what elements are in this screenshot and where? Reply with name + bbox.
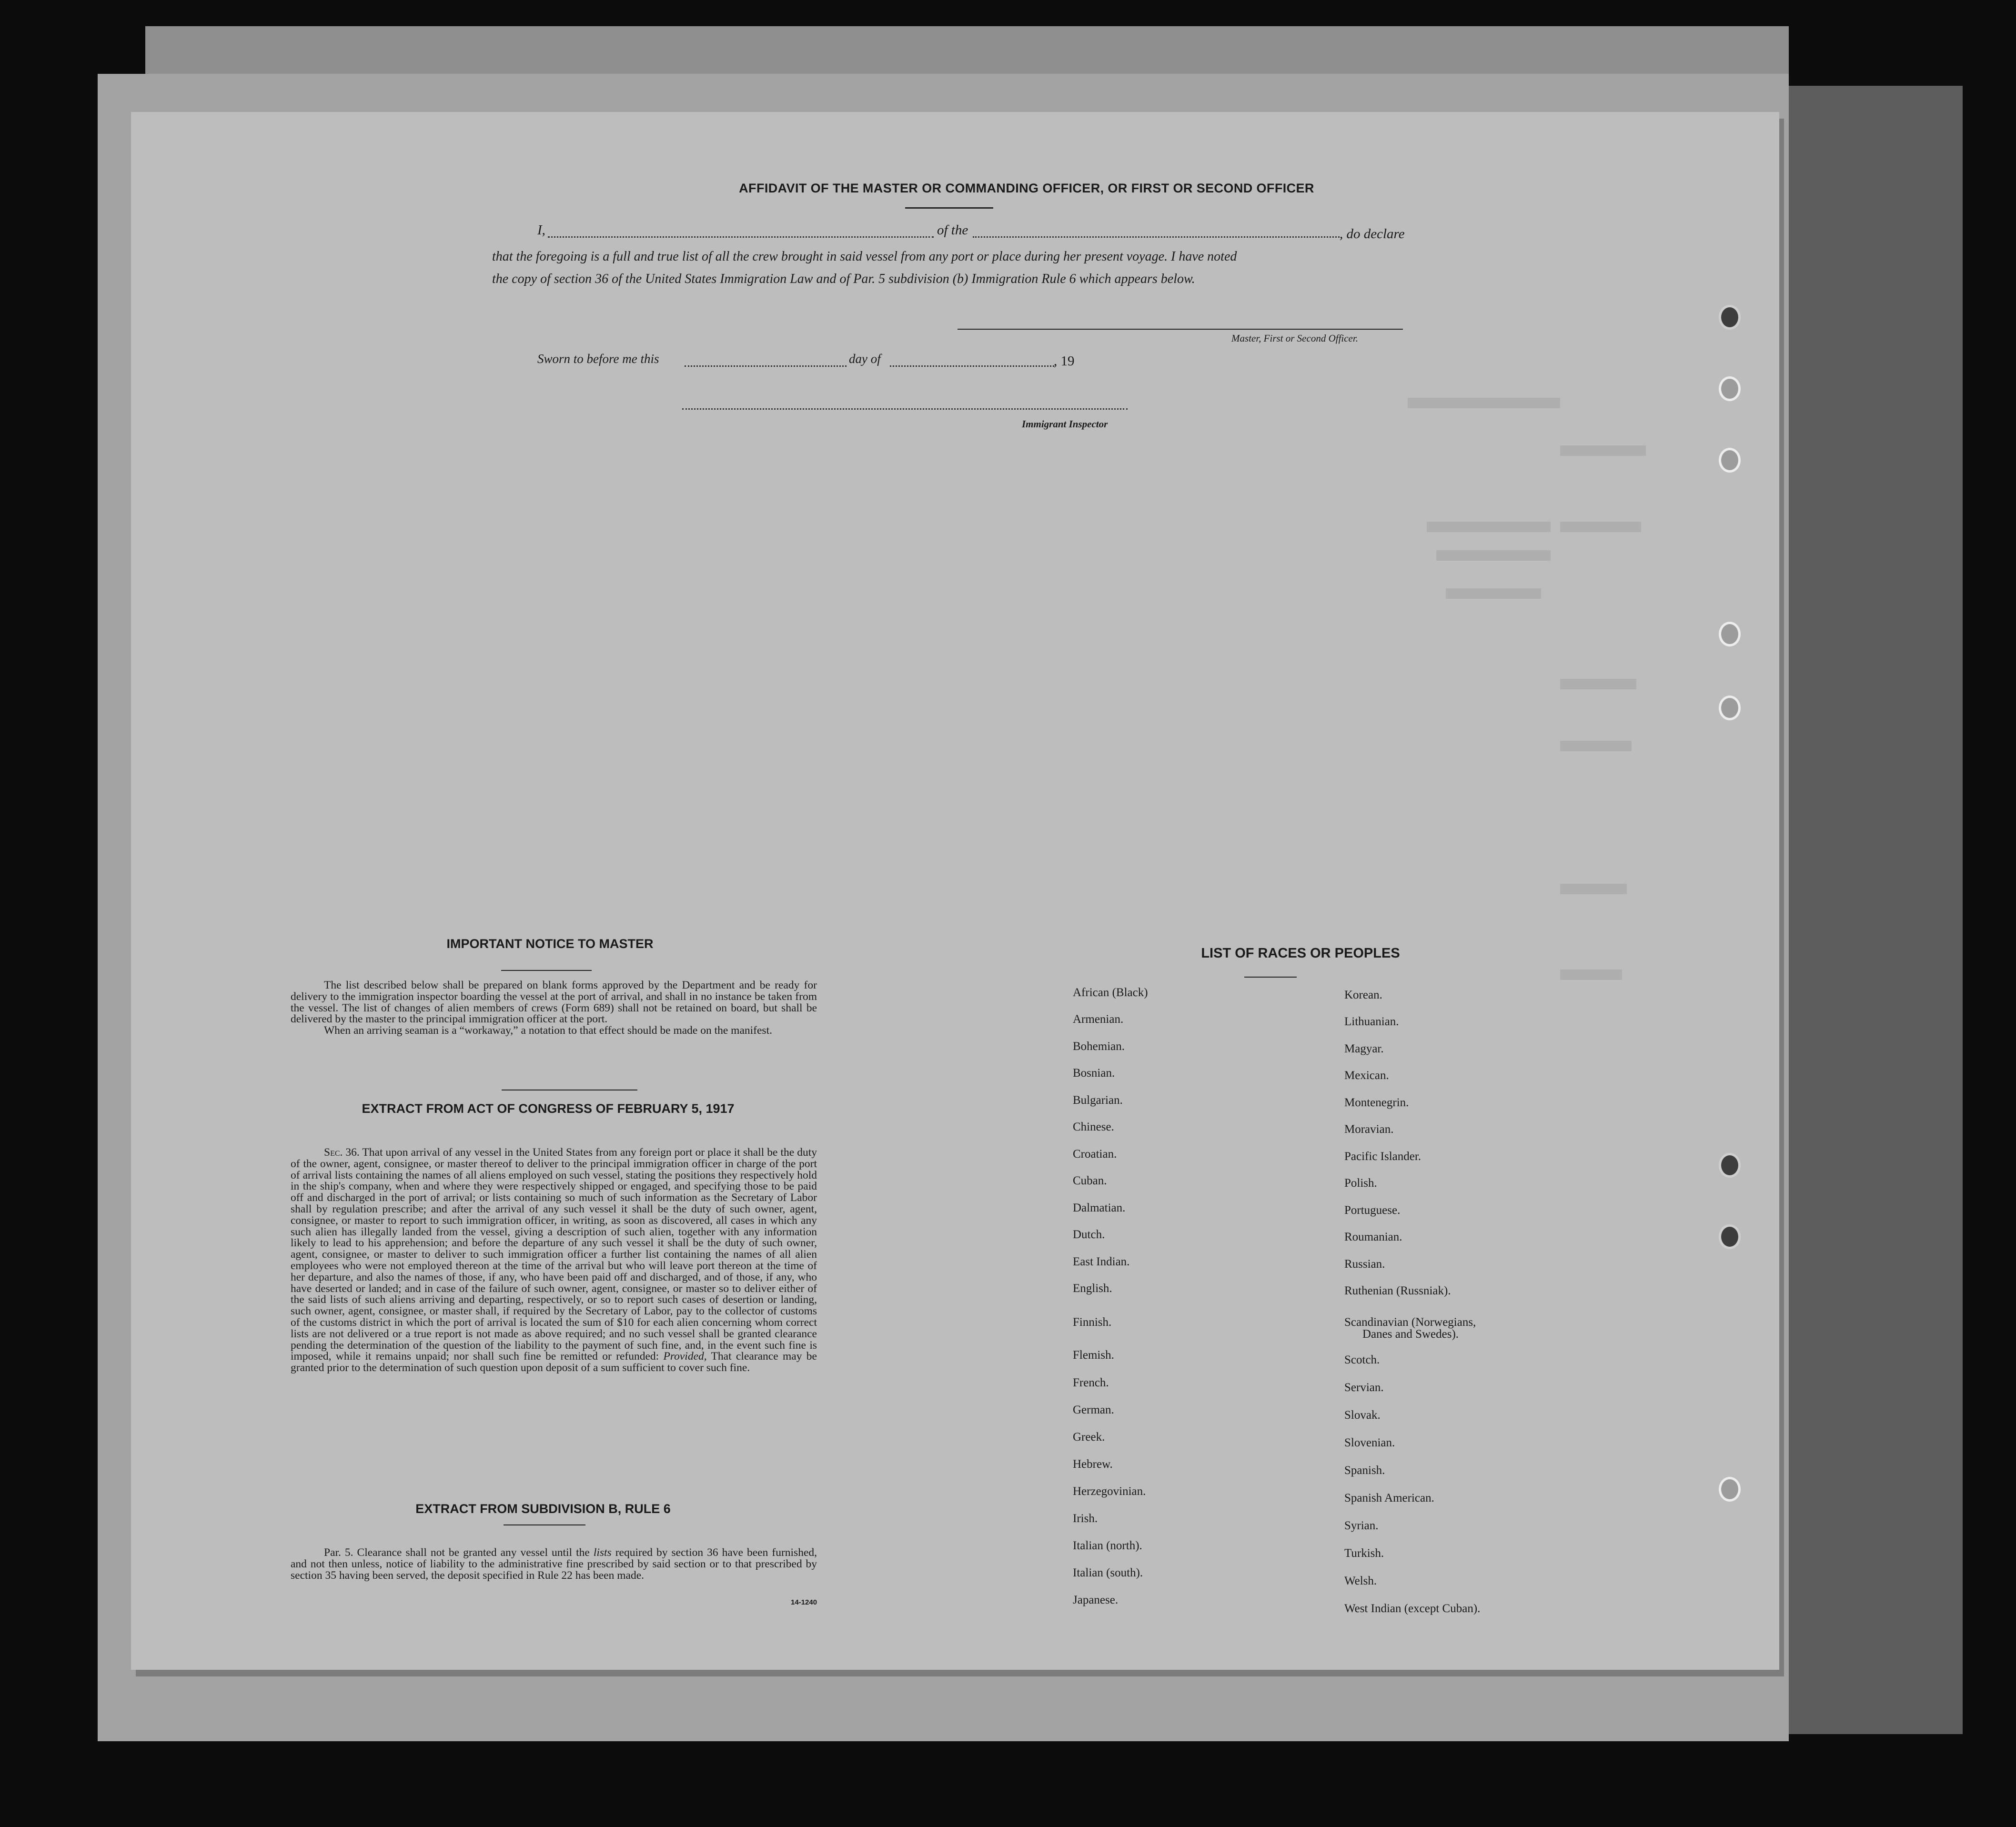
race-item: Dutch.	[1073, 1228, 1105, 1241]
race-item: Ruthenian (Russniak).	[1344, 1284, 1451, 1297]
day-blank[interactable]	[685, 365, 847, 367]
race-item: Finnish.	[1073, 1316, 1112, 1329]
race-item: Japanese.	[1073, 1594, 1119, 1606]
races-rule	[1244, 977, 1297, 978]
month-blank[interactable]	[890, 365, 1054, 367]
race-item: Bohemian.	[1073, 1040, 1125, 1053]
affidavit-of-the: of the	[937, 222, 968, 238]
race-item: Scandinavian (Norwegians,	[1344, 1316, 1476, 1329]
binder-hole	[1719, 448, 1741, 473]
race-item: Bosnian.	[1073, 1067, 1115, 1080]
rule6-text-end: required by section 36 have been furnished, and not then unless, notice of liability to the administrative fine prescribed by said section or to that prescribed by section 35 having been served, the deposit specified in Rule 22 has been made.	[291, 1546, 817, 1582]
section-label: Sec.	[324, 1146, 343, 1159]
vessel-blank[interactable]	[973, 236, 1340, 238]
race-item: Croatian.	[1073, 1148, 1117, 1161]
act-text-end: That clearance may be granted prior to the determination of such question upon deposit of a sum sufficient to cover such fine.	[291, 1350, 817, 1374]
affidavit-declare: , do declare	[1340, 226, 1405, 242]
rule6-title: EXTRACT FROM SUBDIVISION B, RULE 6	[415, 1502, 671, 1516]
race-item: Irish.	[1073, 1512, 1098, 1525]
day-of-text: day of	[849, 352, 881, 366]
binder-hole	[1719, 376, 1741, 401]
race-item: Magyar.	[1344, 1042, 1384, 1055]
race-item: Herzegovinian.	[1073, 1485, 1146, 1498]
race-item: Hebrew.	[1073, 1458, 1113, 1471]
lists-word: lists	[593, 1546, 612, 1559]
act-text: 36. That upon arrival of any vessel in the United States from any foreign port or place it shall be the duty of the owner, agent, consignee, or master thereof to deliver to the principal immigration officer in charge of the port of arrival lists containing the names of all aliens employed on such vessel, stating the positions they respectively hold in the ship's company, when and where they were respectively shipped or engaged, and specifying those to be paid off and discharged in the port of arrival; or lists containing so much of such information as the Secretary of Labor shall by regulation prescribe; and after the arrival of any such vessel it shall be the duty of such owner, agent, consignee, or master to report to such immigration officer, in writing, as soon as discovered, all cases in which any such alien has illegally landed from the vessel, giving a description of such alien, together with any information likely to lead to his apprehension; and before the departure of any such vessel it shall be the duty of such owner, agent, consignee, or master to deliver to such immigration officer a further list containing the names of all alien employees who were not employed thereon at the time of the arrival but who will leave port thereon at the time of her departure, and also the names of those, if any, who have been paid off and discharged, and of those, if any, who have deserted or landed; and in case of the failure of such owner, agent, consignee, or master so to deliver either of the said lists of such aliens arriving and departing, respectively, or so to report such cases of desertion or landing, such owner, agent, consignee, or master shall, if required by the Secretary of Labor, pay to the collector of customs of the customs district in which the port of arrival is located the sum of $10 for each alien concerning whom correct lists are not delivered or a true report is not made as above required; and no such vessel shall be granted clearance pending the determination of the question of the liability to the payment of such fine, and, in the event such fine is imposed, while it remains unpaid; nor shall such fine be remitted or refunded:	[291, 1146, 817, 1363]
race-item-continued: Danes and Swedes).	[1362, 1328, 1459, 1341]
notice-para-1: The list described below shall be prepared on blank forms approved by the Department and be ready for delivery to the immigration inspector boarding the vessel at the port of arrival, and shall in no instance be taken from the vessel. The list of changes of alien members of crews (Form 689) shall not be retained on board, but shall be delivered by the master to the principal immigration officer at the port.	[291, 979, 817, 1026]
binder-hole	[1719, 1153, 1741, 1178]
notice-rule	[501, 970, 592, 971]
rule6-body	[291, 1547, 817, 1581]
race-item: Italian (south).	[1073, 1566, 1143, 1579]
race-item: Slovenian.	[1344, 1436, 1395, 1449]
race-item: Dalmatian.	[1073, 1201, 1126, 1214]
race-item: African (Black)	[1073, 986, 1148, 999]
race-item: Pacific Islander.	[1344, 1150, 1421, 1163]
notice-body	[291, 980, 817, 1037]
binder-hole	[1719, 1224, 1741, 1249]
name-blank[interactable]	[548, 236, 934, 238]
sworn-text: Sworn to before me this	[537, 352, 659, 366]
race-item: Roumanian.	[1344, 1231, 1402, 1243]
rule6-rule	[504, 1524, 585, 1525]
race-item: Spanish American.	[1344, 1492, 1434, 1504]
race-item: West Indian (except Cuban).	[1344, 1602, 1481, 1615]
race-item: Turkish.	[1344, 1547, 1384, 1560]
form-page	[131, 112, 1779, 1670]
race-item: Moravian.	[1344, 1123, 1394, 1136]
notice-title: IMPORTANT NOTICE TO MASTER	[446, 937, 654, 951]
binder-hole	[1719, 622, 1741, 646]
binder-hole	[1719, 1477, 1741, 1502]
year-prefix: , 19	[1054, 353, 1075, 369]
signature-label: Master, First or Second Officer.	[1231, 333, 1358, 344]
back-sheet-edge	[1782, 86, 1963, 1734]
race-item: Lithuanian.	[1344, 1015, 1399, 1028]
race-item: Spanish.	[1344, 1464, 1385, 1477]
binder-hole	[1719, 305, 1741, 330]
race-item: Flemish.	[1073, 1349, 1114, 1362]
race-item: German.	[1073, 1403, 1114, 1416]
race-item: Cuban.	[1073, 1174, 1107, 1187]
affidavit-title: AFFIDAVIT OF THE MASTER OR COMMANDING OFFICER, OR FIRST OR SECOND OFFICER	[739, 181, 1314, 195]
race-item: Portuguese.	[1344, 1204, 1401, 1217]
race-item: Armenian.	[1073, 1013, 1124, 1026]
form-number: 14-1240	[791, 1598, 817, 1606]
race-item: Slovak.	[1344, 1409, 1381, 1422]
race-item: Italian (north).	[1073, 1539, 1142, 1552]
title-rule	[905, 207, 993, 209]
race-item: East Indian.	[1073, 1255, 1130, 1268]
race-item: Bulgarian.	[1073, 1094, 1123, 1107]
race-item: Polish.	[1344, 1177, 1377, 1190]
race-item: English.	[1073, 1282, 1112, 1295]
race-item: Mexican.	[1344, 1069, 1389, 1082]
race-item: Servian.	[1344, 1381, 1384, 1394]
affidavit-line-3: the copy of section 36 of the United States Immigration Law and of Par. 5 subdivision (b) Immigration Rule 6 which appears below.	[492, 272, 1195, 286]
act-title: EXTRACT FROM ACT OF CONGRESS OF FEBRUARY 5, 1917	[362, 1101, 735, 1116]
races-title: LIST OF RACES OR PEOPLES	[1201, 946, 1400, 961]
race-item: Greek.	[1073, 1431, 1105, 1443]
race-item: French.	[1073, 1376, 1109, 1389]
race-item: Chinese.	[1073, 1120, 1114, 1133]
race-item: Syrian.	[1344, 1519, 1379, 1532]
race-item: Korean.	[1344, 989, 1382, 1001]
signature-line[interactable]	[958, 329, 1403, 330]
act-body	[291, 1147, 817, 1374]
provided-word: Provided,	[663, 1350, 707, 1363]
affidavit-i: I,	[537, 222, 545, 238]
rule6-text: Par. 5. Clearance shall not be granted any vessel until the	[324, 1546, 590, 1559]
inspector-blank[interactable]	[682, 408, 1128, 410]
affidavit-line-2: that the foregoing is a full and true list of all the crew brought in said vessel from any port or place during her present voyage. I have noted	[492, 249, 1237, 264]
binder-hole	[1719, 696, 1741, 720]
notice-para-2: When an arriving seaman is a “workaway,” a notation to that effect should be made on the manifest.	[324, 1024, 772, 1037]
race-item: Montenegrin.	[1344, 1096, 1409, 1109]
inspector-label: Immigrant Inspector	[1022, 418, 1108, 430]
race-item: Scotch.	[1344, 1353, 1380, 1366]
race-item: Welsh.	[1344, 1575, 1377, 1587]
race-item: Russian.	[1344, 1258, 1385, 1271]
